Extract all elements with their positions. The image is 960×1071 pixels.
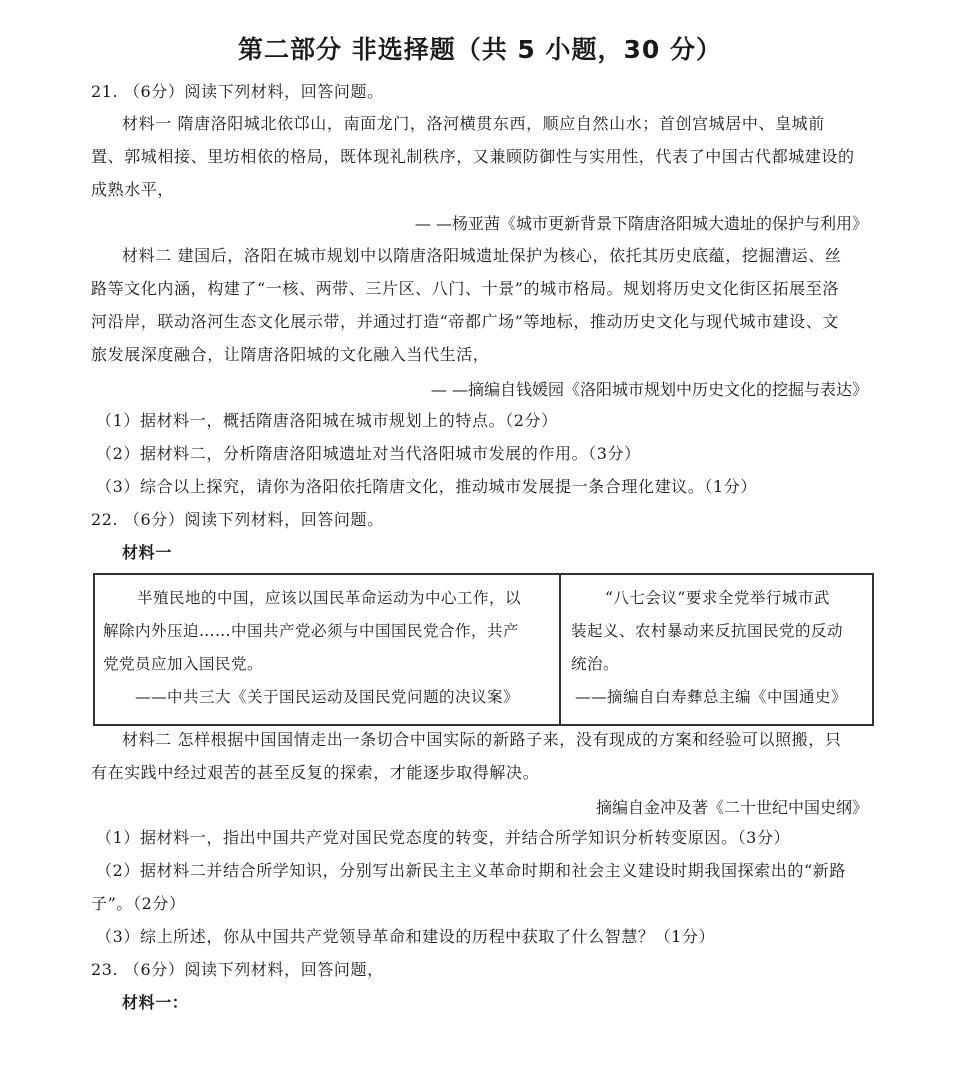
right-cell-line: 统治。 bbox=[571, 655, 620, 673]
q21-question-2: （2）据材料二，分析隋唐洛阳城遗址对当代洛阳城市发展的作用。（3分） bbox=[96, 444, 641, 463]
left-cell-line: 解除内外压迫……中国共产党必须与中国国民党合作，共产 bbox=[103, 622, 520, 640]
q23-header: 23. （6分）阅读下列材料，回答问题， bbox=[91, 960, 384, 979]
q21-header: 21. （6分）阅读下列材料，回答问题。 bbox=[91, 82, 384, 101]
q22-material-table bbox=[93, 573, 874, 726]
q22-material1-label: 材料一 bbox=[122, 543, 172, 562]
q21-material2-line: 路等文化内涵，构建了“一核、两带、三片区、八门、十景”的城市格局。规划将历史文化街区拓展至洛 bbox=[91, 279, 839, 298]
q21-question-3: （3）综合以上探究，请你为洛阳依托隋唐文化，推动城市发展提一条合理化建议。（1分） bbox=[96, 477, 757, 496]
q21-material2-source: — —摘编自钱媛园《洛阳城市规划中历史文化的挖掘与表达》 bbox=[430, 380, 868, 399]
q21-material1-source: — —杨亚茜《城市更新背景下隋唐洛阳城大遗址的保护与利用》 bbox=[414, 214, 868, 233]
q21-material2-line: 材料二 建国后，洛阳在城市规划中以隋唐洛阳城遗址保护为核心，依托其历史底蕴，挖掘漕运、丝 bbox=[122, 246, 842, 265]
left-cell-line: 半殖民地的中国，应该以国民革命运动为中心工作，以 bbox=[137, 589, 522, 607]
left-cell-line: 党党员应加入国民党。 bbox=[103, 655, 264, 673]
q22-material2-line: 有在实践中经过艰苦的甚至反复的探索，才能逐步取得解决。 bbox=[91, 763, 540, 782]
right-cell-line: “八七会议”要求全党举行城市武 bbox=[605, 589, 830, 607]
q22-question-3: （3）综上所述，你从中国共产党领导革命和建设的历程中获取了什么智慧？（1分） bbox=[96, 927, 716, 946]
q22-material2-source: 摘编自金冲及著《二十世纪中国史纲》 bbox=[595, 798, 868, 817]
q23-material1-label: 材料一： bbox=[122, 993, 189, 1012]
q21-material1-line: 材料一 隋唐洛阳城北依邙山，南面龙门，洛河横贯东西，顺应自然山水；首创宫城居中、皇城前 bbox=[122, 114, 825, 133]
q22-header: 22. （6分）阅读下列材料，回答问题。 bbox=[91, 510, 384, 529]
q21-material1-line: 置、郭城相接、里坊相依的格局，既体现礼制秩序，又兼顾防御性与实用性，代表了中国古代都城建设的 bbox=[91, 147, 855, 166]
q22-material2-line: 材料二 怎样根据中国国情走出一条切合中国实际的新路子来，没有现成的方案和经验可以照搬，只 bbox=[122, 730, 842, 749]
right-cell-line: 装起义、农村暴动来反抗国民党的反动 bbox=[571, 622, 844, 640]
left-cell-source: ——中共三大《关于国民运动及国民党问题的决议案》 bbox=[135, 688, 520, 706]
q22-question-2-cont: 子”。（2分） bbox=[91, 894, 186, 913]
table-divider bbox=[559, 575, 561, 724]
q21-question-1: （1）据材料一，概括隋唐洛阳城在城市规划上的特点。（2分） bbox=[96, 411, 558, 430]
q22-question-1: （1）据材料一，指出中国共产党对国民党态度的转变，并结合所学知识分析转变原因。（3分） bbox=[96, 828, 791, 847]
q21-material1-line: 成熟水平， bbox=[91, 180, 175, 199]
q21-material2-line: 旅发展深度融合，让隋唐洛阳城的文化融入当代生活， bbox=[91, 345, 490, 364]
right-cell-source: ——摘编自白寿彝总主编《中国通史》 bbox=[575, 688, 848, 706]
q22-question-2: （2）据材料二并结合所学知识，分别写出新民主主义革命时期和社会主义建设时期我国探索出的“新路 bbox=[96, 861, 846, 880]
page-title: 第二部分 非选择题（共 5 小题，30 分） bbox=[237, 35, 722, 64]
q21-material2-line: 河沿岸，联动洛河生态文化展示带，并通过打造“帝都广场”等地标，推动历史文化与现代城市建设、文 bbox=[91, 312, 839, 331]
